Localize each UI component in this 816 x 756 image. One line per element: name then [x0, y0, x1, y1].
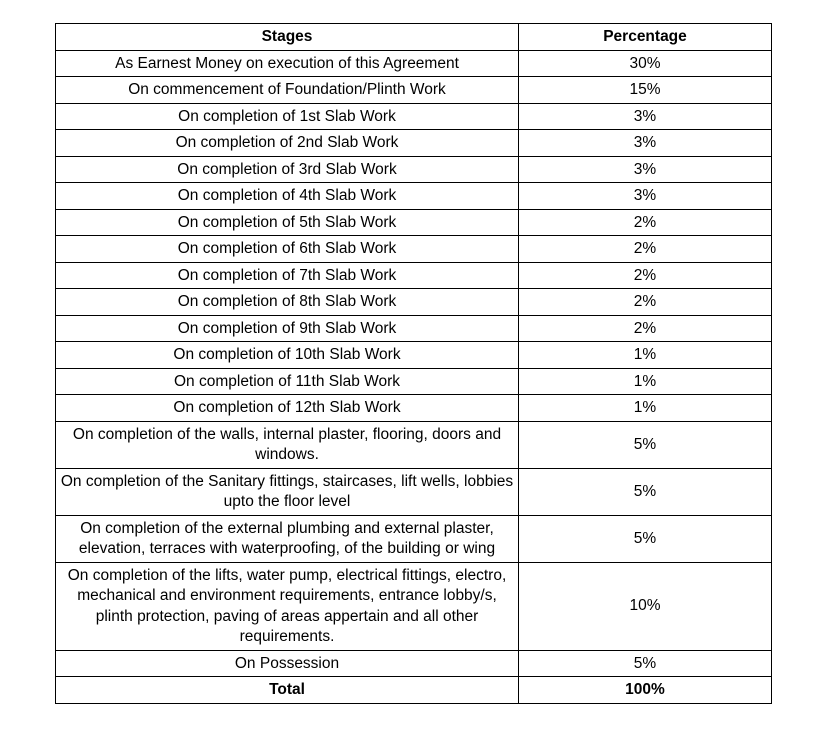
stage-cell: On completion of the lifts, water pump, electrical fittings, electro, mechanical and environment requirements, entrance lobby/s, plinth protection, paving of areas appertain and all other requirements. [56, 562, 519, 650]
table-row [56, 650, 772, 677]
table-row [56, 289, 772, 316]
percentage-cell: 2% [519, 209, 772, 236]
percentage-cell: 5% [519, 468, 772, 515]
stage-cell: On completion of 1st Slab Work [56, 103, 519, 130]
stage-cell: On commencement of Foundation/Plinth Work [56, 77, 519, 104]
percentage-cell: 5% [519, 650, 772, 677]
percentage-cell: 3% [519, 183, 772, 210]
stage-cell: On completion of 11th Slab Work [56, 368, 519, 395]
percentage-cell: 2% [519, 236, 772, 263]
total-row [56, 677, 772, 704]
table-row [56, 562, 772, 650]
table-row [56, 209, 772, 236]
table-row [56, 421, 772, 468]
percentage-cell: 10% [519, 562, 772, 650]
stage-cell: On completion of the external plumbing and external plaster, elevation, terraces with waterproofing, of the building or wing [56, 515, 519, 562]
table-header-row [56, 24, 772, 51]
percentage-cell: 1% [519, 342, 772, 369]
stage-cell: On completion of the Sanitary fittings, staircases, lift wells, lobbies upto the floor level [56, 468, 519, 515]
percentage-cell: 2% [519, 315, 772, 342]
total-percentage: 100% [519, 677, 772, 704]
table-row [56, 103, 772, 130]
table-row [56, 156, 772, 183]
percentage-cell: 5% [519, 515, 772, 562]
stage-cell: On completion of 8th Slab Work [56, 289, 519, 316]
percentage-cell: 3% [519, 130, 772, 157]
percentage-cell: 1% [519, 395, 772, 422]
table-row [56, 395, 772, 422]
table-row [56, 130, 772, 157]
payment-schedule-table [55, 23, 772, 704]
stage-cell: As Earnest Money on execution of this Agreement [56, 50, 519, 77]
percentage-cell: 3% [519, 103, 772, 130]
table-row [56, 236, 772, 263]
table-row [56, 50, 772, 77]
stage-cell: On completion of 12th Slab Work [56, 395, 519, 422]
stage-cell: On completion of 9th Slab Work [56, 315, 519, 342]
stage-cell: On completion of the walls, internal plaster, flooring, doors and windows. [56, 421, 519, 468]
percentage-cell: 5% [519, 421, 772, 468]
percentage-cell: 1% [519, 368, 772, 395]
percentage-cell: 2% [519, 262, 772, 289]
column-header-stages: Stages [56, 24, 519, 51]
table-row [56, 315, 772, 342]
stage-cell: On Possession [56, 650, 519, 677]
stage-cell: On completion of 2nd Slab Work [56, 130, 519, 157]
table-row [56, 468, 772, 515]
table-row [56, 342, 772, 369]
table-row [56, 515, 772, 562]
stage-cell: On completion of 3rd Slab Work [56, 156, 519, 183]
table-row [56, 262, 772, 289]
total-label: Total [56, 677, 519, 704]
stage-cell: On completion of 10th Slab Work [56, 342, 519, 369]
column-header-percentage: Percentage [519, 24, 772, 51]
stage-cell: On completion of 6th Slab Work [56, 236, 519, 263]
table-row [56, 368, 772, 395]
stage-cell: On completion of 5th Slab Work [56, 209, 519, 236]
stage-cell: On completion of 4th Slab Work [56, 183, 519, 210]
table-row [56, 77, 772, 104]
percentage-cell: 3% [519, 156, 772, 183]
table-row [56, 183, 772, 210]
stage-cell: On completion of 7th Slab Work [56, 262, 519, 289]
percentage-cell: 2% [519, 289, 772, 316]
percentage-cell: 15% [519, 77, 772, 104]
percentage-cell: 30% [519, 50, 772, 77]
